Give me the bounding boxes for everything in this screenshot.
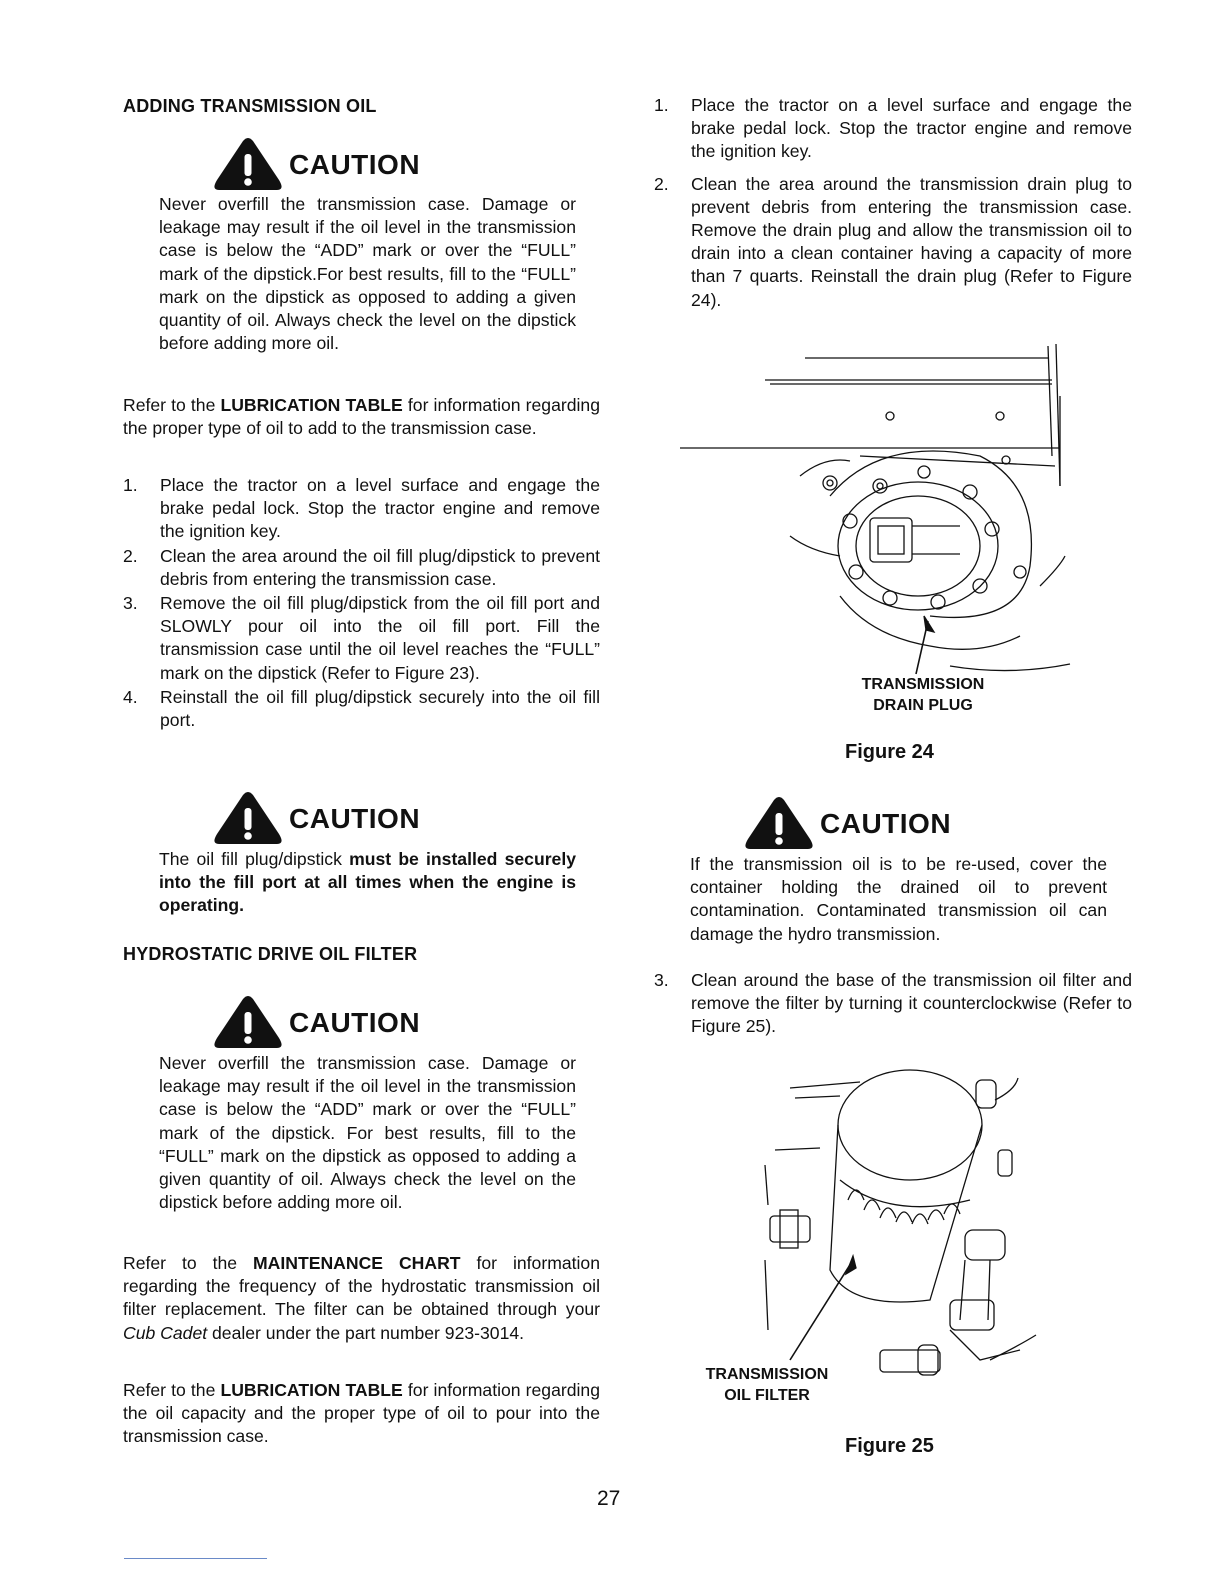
list-item: 1. Place the tractor on a level surface and engage the brake pedal lock. Stop the tractor engine and remove the ignition key. [654, 95, 1132, 162]
lubrication-table-ref: LUBRICATION TABLE [220, 1380, 403, 1400]
figure24-title: Figure 24 [845, 741, 934, 763]
caution-text-overfill-2: Never overfill the transmission case. Damage or leakage may result if the oil level in the transmission case is below the “ADD” mark or over the “FULL” mark of the dipstick. For best results, fill to the “FULL” mark on the dipstick as opposed to adding a given quantity of oil. Always check the level on the dipstick before adding more oil. [159, 1053, 576, 1213]
filter-steps [654, 969, 1132, 1040]
list-item: 3. Remove the oil fill plug/dipstick from the oil fill port and SLOWLY pour oil into the oil fill port. Fill the transmission case until the oil level reaches the “FULL” mark on the dipstick (Refer to Figure 23). [123, 593, 600, 683]
page-number: 27 [597, 1487, 621, 1510]
list-item: 1. Place the tractor on a level surface and engage the brake pedal lock. Stop the tractor engine and remove the ignition key. [123, 475, 600, 542]
section-heading-adding-oil: ADDING TRANSMISSION OIL [123, 96, 377, 116]
section-heading-hydro-filter: HYDROSTATIC DRIVE OIL FILTER [123, 944, 418, 964]
caution-text-overfill: Never overfill the transmission case. Damage or leakage may result if the oil level in the transmission case is below the “ADD” mark or over the “FULL” mark of the dipstick.For best results, fill to the “FULL” mark on the dipstick as opposed to adding a given quantity of oil. Always check the level on the dipstick before adding more oil. [159, 194, 576, 354]
caution-label: CAUTION [289, 803, 421, 834]
figure24-label: TRANSMISSION DRAIN PLUG [861, 676, 985, 714]
warning-triangle-icon [211, 994, 285, 1048]
caution-header-2 [211, 790, 420, 844]
brand-name: Cub Cadet [123, 1322, 208, 1343]
maintenance-chart-ref: MAINTENANCE CHART [253, 1253, 461, 1273]
caution-header-4 [742, 795, 951, 849]
footer-divider [124, 1558, 267, 1559]
list-item: 2. Clean the area around the transmission drain plug to prevent debris from entering the transmission case. Remove the drain plug and allow the transmission oil to drain into a clean container having a capacity of more than 7 quarts. Reinstall the drain plug (Refer to Figure 24). [654, 173, 1132, 310]
figure25-label: TRANSMISSION OIL FILTER [705, 1366, 829, 1404]
drain-plug-illustration [680, 336, 1080, 676]
caution-label: CAUTION [289, 1007, 421, 1038]
list-item: 2. Clean the area around the oil fill plug/dipstick to prevent debris from entering the transmission case. [123, 545, 600, 589]
oil-filter-illustration [740, 1060, 1040, 1390]
lubrication-table-ref: LUBRICATION TABLE [220, 395, 403, 415]
warning-triangle-icon [211, 790, 285, 844]
caution-label: CAUTION [820, 808, 952, 839]
caution-header-3 [211, 994, 420, 1048]
warning-triangle-icon [742, 795, 816, 849]
refer-lubrication-paragraph: Refer to the LUBRICATION TABLE for information regarding the proper type of oil to add to the transmission case. [123, 395, 600, 439]
drain-steps [654, 94, 1132, 313]
figure25-title: Figure 25 [845, 1435, 934, 1457]
caution-text-reuse-oil: If the transmission oil is to be re-used, cover the container holding the drained oil to prevent contamination. Contaminated transmission oil can damage the hydro transmission. [690, 854, 1107, 944]
adding-oil-steps [123, 474, 600, 733]
refer-maintenance-paragraph: Refer to the MAINTENANCE CHART for information regarding the frequency of the hydrostatic transmission oil filter replacement. The filter can be obtained through your Cub Cadet dealer under the part number 923-3014. [123, 1253, 600, 1343]
list-item: 4. Reinstall the oil fill plug/dipstick securely into the oil fill port. [123, 686, 600, 731]
refer-lubrication-paragraph-2: Refer to the LUBRICATION TABLE for information regarding the oil capacity and the proper type of oil to pour into the transmission case. [123, 1380, 600, 1447]
caution-header-1 [211, 136, 420, 190]
warning-triangle-icon [211, 136, 285, 190]
caution-label: CAUTION [289, 149, 421, 180]
list-item: 3. Clean around the base of the transmission oil filter and remove the filter by turning it counterclockwise (Refer to Figure 25). [654, 970, 1132, 1037]
caution-text-dipstick: The oil fill plug/dipstick must be installed securely into the fill port at all times when the engine is operating. [159, 849, 576, 916]
